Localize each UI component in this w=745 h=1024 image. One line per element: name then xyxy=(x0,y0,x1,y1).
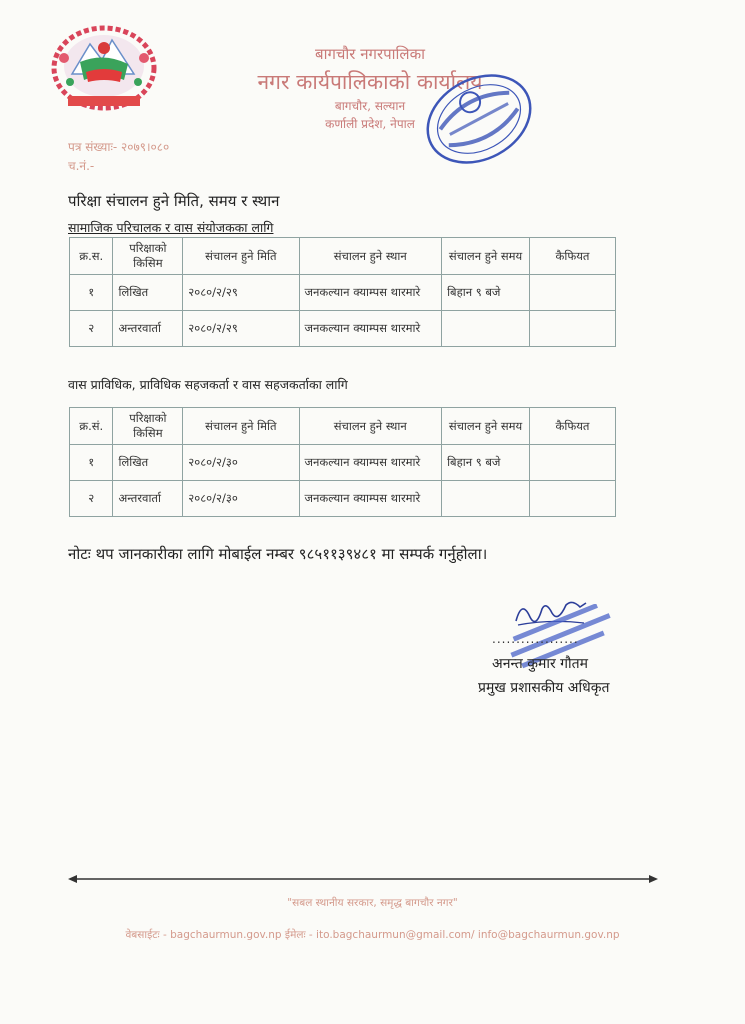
table-header-row xyxy=(70,238,616,275)
cell-time xyxy=(442,311,530,347)
cell-place: जनकल्यान क्याम्पस थारमारे xyxy=(299,481,442,517)
col-remarks: कैफियत xyxy=(530,408,616,445)
cell-serial: २ xyxy=(70,311,113,347)
cell-date: २०८०/२/३० xyxy=(183,445,299,481)
cell-date: २०८०/२/२९ xyxy=(183,311,299,347)
footer-contact: वेबसाईटः - bagchaurmun.gov.np ईमेलः - ito.bagchaurmun@gmail.com/ info@bagchaurmun.gov.np xyxy=(125,929,620,941)
col-exam-type: परिक्षाको किसिम xyxy=(113,408,183,445)
col-time: संचालन हुने समय xyxy=(442,238,530,275)
cell-remarks xyxy=(530,445,616,481)
signature-line: .................. xyxy=(492,632,579,646)
table-row xyxy=(70,481,616,517)
col-remarks: कैफियत xyxy=(530,238,616,275)
cell-remarks xyxy=(530,311,616,347)
schedule-table-1 xyxy=(69,237,616,347)
document-title: परिक्षा संचालन हुने मिति, समय र स्थान xyxy=(68,192,280,210)
municipality-name: बागचौर नगरपालिका xyxy=(315,45,425,63)
section2-heading: वास प्राविधिक, प्राविधिक सहजकर्ता र वास सहजकर्ताका लागि xyxy=(68,377,348,392)
col-serial: क्र.स. xyxy=(70,238,113,275)
cell-exam-type: लिखित xyxy=(113,275,183,311)
col-date: संचालन हुने मिति xyxy=(183,238,299,275)
table-row xyxy=(70,445,616,481)
cell-serial: २ xyxy=(70,481,113,517)
letter-number: पत्र संख्याः- २०७९।०८० xyxy=(68,140,170,154)
cell-exam-type: लिखित xyxy=(113,445,183,481)
cell-place: जनकल्यान क्याम्पस थारमारे xyxy=(299,275,442,311)
section1-heading: सामाजिक परिचालक र वास संयोजकका लागि xyxy=(68,220,274,235)
signatory-designation: प्रमुख प्रशासकीय अधिकृत xyxy=(478,680,610,696)
footer-divider xyxy=(68,873,658,885)
cell-remarks xyxy=(530,275,616,311)
col-serial: क्र.सं. xyxy=(70,408,113,445)
footer-slogan: "सबल स्थानीय सरकार, समृद्ध बागचौर नगर" xyxy=(287,897,458,909)
cell-date: २०८०/२/२९ xyxy=(183,275,299,311)
cell-serial: १ xyxy=(70,275,113,311)
col-time: संचालन हुने समय xyxy=(442,408,530,445)
cell-time: बिहान ९ बजे xyxy=(442,275,530,311)
cell-time xyxy=(442,481,530,517)
cell-date: २०८०/२/३० xyxy=(183,481,299,517)
nepal-emblem-icon xyxy=(50,22,158,114)
office-province: कर्णाली प्रदेश, नेपाल xyxy=(325,117,415,131)
office-location: बागचौर, सल्यान xyxy=(334,99,406,113)
table-header-row xyxy=(70,408,616,445)
cell-place: जनकल्यान क्याम्पस थारमारे xyxy=(299,311,442,347)
col-place: संचालन हुने स्थान xyxy=(299,238,442,275)
dispatch-number: च.नं.- xyxy=(68,159,95,173)
signatory-name: अनन्त कुमार गौतम xyxy=(492,656,588,672)
col-date: संचालन हुने मिति xyxy=(183,408,299,445)
col-place: संचालन हुने स्थान xyxy=(299,408,442,445)
cell-serial: १ xyxy=(70,445,113,481)
office-seal-icon xyxy=(418,70,540,168)
schedule-table-2 xyxy=(69,407,616,517)
cell-remarks xyxy=(530,481,616,517)
cell-place: जनकल्यान क्याम्पस थारमारे xyxy=(299,445,442,481)
col-exam-type: परिक्षाको किसिम xyxy=(113,238,183,275)
table-row xyxy=(70,311,616,347)
cell-exam-type: अन्तरवार्ता xyxy=(113,481,183,517)
office-name: नगर कार्यपालिकाको कार्यालय xyxy=(257,70,483,94)
cell-exam-type: अन्तरवार्ता xyxy=(113,311,183,347)
cell-time: बिहान ९ बजे xyxy=(442,445,530,481)
contact-note: नोटः थप जानकारीका लागि मोबाईल नम्बर ९८५११३९४८१ मा सम्पर्क गर्नुहोला। xyxy=(68,545,488,563)
table-row xyxy=(70,275,616,311)
